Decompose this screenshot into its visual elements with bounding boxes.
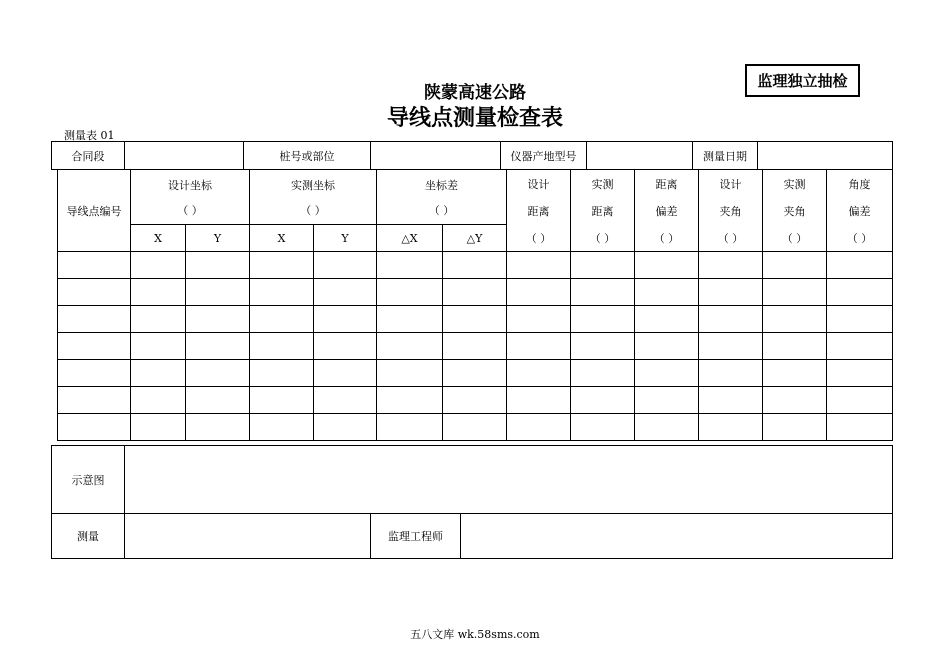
angle-deviation-header: [827, 170, 893, 252]
instrument-label: 仪器产地型号: [501, 142, 587, 170]
sketch-area[interactable]: [125, 446, 893, 514]
table-row: [58, 387, 893, 414]
table-cell[interactable]: [314, 360, 377, 387]
bottom-table: [51, 445, 893, 559]
table-cell[interactable]: [571, 333, 635, 360]
table-cell[interactable]: [250, 333, 314, 360]
table-cell[interactable]: [131, 306, 186, 333]
table-cell[interactable]: [443, 360, 507, 387]
design-distance-unit: （ ）: [525, 231, 552, 245]
table-cell[interactable]: [131, 279, 186, 306]
table-cell[interactable]: [571, 414, 635, 441]
info-table: [51, 141, 893, 170]
table-cell[interactable]: [250, 279, 314, 306]
table-cell[interactable]: [314, 414, 377, 441]
table-cell[interactable]: [763, 360, 827, 387]
table-cell[interactable]: [571, 252, 635, 279]
instrument-field[interactable]: [587, 142, 693, 170]
table-cell[interactable]: [314, 306, 377, 333]
table-cell[interactable]: [699, 333, 763, 360]
table-cell[interactable]: [250, 387, 314, 414]
table-cell[interactable]: [507, 387, 571, 414]
measured-coord-unit: （ ）: [300, 203, 326, 217]
table-row: [58, 360, 893, 387]
table-cell[interactable]: [131, 414, 186, 441]
table-cell[interactable]: [58, 306, 131, 333]
table-cell[interactable]: [314, 387, 377, 414]
table-cell[interactable]: [377, 360, 443, 387]
table-cell[interactable]: [635, 387, 699, 414]
measured-distance-unit: （ ）: [589, 231, 616, 245]
design-angle-l2: 夹角: [719, 204, 742, 218]
measured-angle-header: [763, 170, 827, 252]
distance-deviation-unit: （ ）: [653, 231, 680, 245]
table-cell[interactable]: [827, 387, 893, 414]
table-cell[interactable]: [377, 414, 443, 441]
table-cell[interactable]: [443, 252, 507, 279]
table-cell[interactable]: [314, 252, 377, 279]
table-cell[interactable]: [635, 306, 699, 333]
table-cell[interactable]: [131, 360, 186, 387]
measured-angle-l1: 实测: [783, 177, 806, 191]
table-cell[interactable]: [131, 333, 186, 360]
table-cell[interactable]: [443, 306, 507, 333]
measured-angle-unit: （ ）: [781, 231, 808, 245]
table-cell[interactable]: [186, 252, 250, 279]
table-cell[interactable]: [186, 279, 250, 306]
table-cell[interactable]: [635, 333, 699, 360]
table-cell[interactable]: [250, 360, 314, 387]
table-cell[interactable]: [186, 360, 250, 387]
contract-label: 合同段: [52, 142, 125, 170]
contract-field[interactable]: [125, 142, 244, 170]
measured-distance-header: [571, 170, 635, 252]
design-y-header: Y: [186, 225, 250, 252]
design-angle-unit: （ ）: [717, 231, 744, 245]
coord-diff-unit: （ ）: [428, 203, 455, 217]
footer-watermark: 五八文库 wk.58sms.com: [410, 628, 540, 641]
station-label: 桩号或部位: [244, 142, 371, 170]
table-cell[interactable]: [635, 414, 699, 441]
table-row: [58, 333, 893, 360]
table-cell[interactable]: [186, 387, 250, 414]
table-cell[interactable]: [763, 387, 827, 414]
measured-x-header: X: [250, 225, 314, 252]
table-cell[interactable]: [763, 333, 827, 360]
table-cell[interactable]: [507, 279, 571, 306]
measured-y-header: Y: [314, 225, 377, 252]
angle-deviation-l2: 偏差: [848, 204, 871, 218]
form-title: 导线点测量检查表: [386, 106, 563, 131]
table-cell[interactable]: [763, 279, 827, 306]
table-cell[interactable]: [186, 306, 250, 333]
table-cell[interactable]: [635, 279, 699, 306]
table-cell[interactable]: [635, 252, 699, 279]
table-cell[interactable]: [443, 387, 507, 414]
table-cell[interactable]: [699, 279, 763, 306]
coord-diff-label: 坐标差: [425, 178, 458, 192]
table-cell[interactable]: [58, 387, 131, 414]
supervisor-field[interactable]: [461, 514, 893, 559]
table-row: [58, 252, 893, 279]
table-cell[interactable]: [507, 333, 571, 360]
table-cell[interactable]: [377, 333, 443, 360]
distance-deviation-l1: 距离: [655, 177, 678, 191]
table-cell[interactable]: [827, 252, 893, 279]
table-cell[interactable]: [827, 306, 893, 333]
table-cell[interactable]: [763, 252, 827, 279]
table-cell[interactable]: [186, 414, 250, 441]
table-cell[interactable]: [377, 279, 443, 306]
delta-y-header: △Y: [443, 225, 507, 252]
table-cell[interactable]: [58, 360, 131, 387]
table-cell[interactable]: [250, 252, 314, 279]
design-x-header: X: [131, 225, 186, 252]
survey-label: 测量: [52, 514, 125, 559]
table-cell[interactable]: [507, 360, 571, 387]
point-no-header: 导线点编号: [58, 170, 131, 252]
table-cell[interactable]: [699, 414, 763, 441]
table-cell[interactable]: [763, 414, 827, 441]
table-cell[interactable]: [58, 414, 131, 441]
table-cell[interactable]: [571, 360, 635, 387]
sketch-label: 示意图: [52, 446, 125, 514]
table-cell[interactable]: [571, 306, 635, 333]
design-coord-unit: （ ）: [177, 203, 203, 217]
table-cell[interactable]: [443, 414, 507, 441]
table-cell[interactable]: [507, 252, 571, 279]
table-cell[interactable]: [377, 306, 443, 333]
table-cell[interactable]: [131, 387, 186, 414]
traverse-table: [57, 169, 893, 441]
table-cell[interactable]: [250, 306, 314, 333]
table-cell[interactable]: [571, 387, 635, 414]
table-cell[interactable]: [571, 279, 635, 306]
table-cell[interactable]: [58, 279, 131, 306]
supervisor-label: 监理工程师: [371, 514, 461, 559]
delta-x-header: △X: [377, 225, 443, 252]
table-cell[interactable]: [827, 333, 893, 360]
angle-deviation-unit: （ ）: [846, 231, 873, 245]
table-cell[interactable]: [699, 306, 763, 333]
project-title: 陕蒙高速公路: [424, 83, 526, 103]
table-cell[interactable]: [314, 333, 377, 360]
table-cell[interactable]: [58, 333, 131, 360]
measured-coord-label: 实测坐标: [291, 178, 335, 192]
table-cell[interactable]: [635, 360, 699, 387]
design-angle-header: [699, 170, 763, 252]
form-number: 测量表 01: [64, 129, 115, 142]
table-cell[interactable]: [827, 360, 893, 387]
date-field[interactable]: [758, 142, 893, 170]
table-cell[interactable]: [699, 387, 763, 414]
data-rows: [58, 252, 893, 441]
measured-coord-header: [250, 170, 377, 225]
angle-deviation-l1: 角度: [848, 177, 871, 191]
table-cell[interactable]: [443, 279, 507, 306]
measured-distance-l1: 实测: [591, 177, 614, 191]
table-cell[interactable]: [377, 252, 443, 279]
design-distance-l2: 距离: [527, 204, 550, 218]
inspection-stamp: 监理独立抽检: [745, 64, 860, 97]
table-row: [58, 414, 893, 441]
table-cell[interactable]: [827, 279, 893, 306]
table-cell[interactable]: [314, 279, 377, 306]
design-distance-l1: 设计: [527, 177, 550, 191]
measured-angle-l2: 夹角: [783, 204, 806, 218]
table-cell[interactable]: [186, 333, 250, 360]
table-cell[interactable]: [827, 414, 893, 441]
design-distance-header: [507, 170, 571, 252]
station-field[interactable]: [371, 142, 501, 170]
coord-diff-header: [377, 170, 507, 225]
measured-distance-l2: 距离: [591, 204, 614, 218]
table-cell[interactable]: [443, 333, 507, 360]
table-row: [58, 279, 893, 306]
date-label: 测量日期: [693, 142, 758, 170]
table-cell[interactable]: [699, 252, 763, 279]
design-coord-header: [131, 170, 250, 225]
table-cell[interactable]: [58, 252, 131, 279]
design-angle-l1: 设计: [719, 177, 742, 191]
design-coord-label: 设计坐标: [168, 178, 212, 192]
table-cell[interactable]: [699, 360, 763, 387]
table-cell[interactable]: [377, 387, 443, 414]
table-row: [58, 306, 893, 333]
table-cell[interactable]: [250, 414, 314, 441]
table-cell[interactable]: [507, 306, 571, 333]
distance-deviation-l2: 偏差: [655, 204, 678, 218]
survey-field[interactable]: [125, 514, 371, 559]
table-cell[interactable]: [763, 306, 827, 333]
table-cell[interactable]: [507, 414, 571, 441]
table-cell[interactable]: [131, 252, 186, 279]
distance-deviation-header: [635, 170, 699, 252]
